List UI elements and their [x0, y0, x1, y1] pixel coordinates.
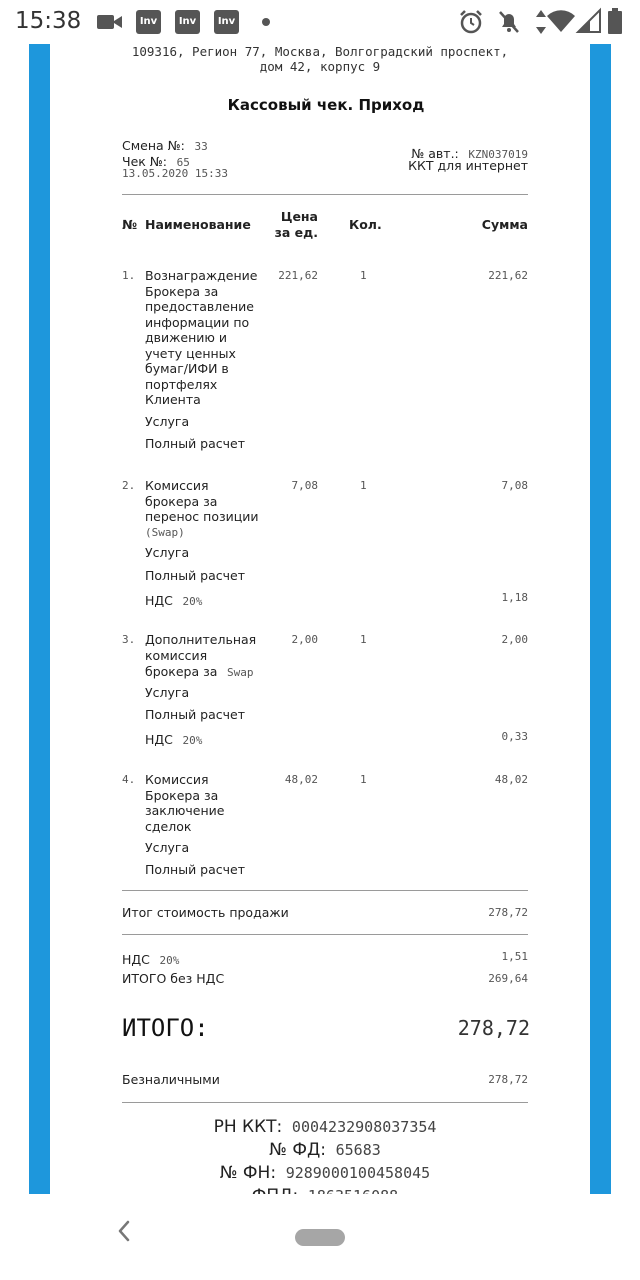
- shift-number: Смена №: 33: [122, 138, 208, 153]
- cell-signal-icon: [578, 10, 600, 32]
- inv-app-icon: Inv: [136, 10, 161, 34]
- frame-left-border: [29, 44, 50, 1194]
- notifications-off-icon: [497, 9, 521, 35]
- item-vat: НДС 20%: [145, 593, 203, 608]
- item-payment: Полный расчет: [145, 436, 245, 451]
- data-arrows-icon: [535, 10, 547, 34]
- item-qty: 1: [360, 479, 367, 492]
- item-number: 3.: [122, 633, 136, 646]
- col-header-qty: Кол.: [349, 217, 382, 232]
- item-sum: 221,62: [488, 269, 528, 282]
- cashless-value: 278,72: [488, 1073, 528, 1086]
- divider: [122, 890, 528, 891]
- item-payment: Полный расчет: [145, 707, 245, 722]
- subtotal-label: Итог стоимость продажи: [122, 905, 289, 920]
- item-number: 2.: [122, 479, 136, 492]
- divider: [122, 194, 528, 195]
- fn-number: № ФН: 9289000100458045: [219, 1163, 431, 1183]
- subtotal-value: 278,72: [488, 906, 528, 919]
- item-name: Вознаграждение Брокера за предоставление информации по движению и учету ценных бумаг/ИФИ в портфелях Клиента: [145, 268, 258, 407]
- divider: [122, 1102, 528, 1103]
- item-type: Услуга: [145, 545, 190, 560]
- item-name: Комиссия брокера за перенос позиции (Swap): [145, 478, 259, 539]
- receipt-address-line2: дом 42, корпус 9: [259, 59, 381, 74]
- item-price: 2,00: [291, 633, 318, 646]
- vat-total-value: 1,51: [501, 950, 528, 963]
- item-sum: 48,02: [494, 773, 528, 786]
- item-vat-value: 0,33: [501, 730, 528, 743]
- item-type: Услуга: [145, 840, 190, 855]
- no-vat-label: ИТОГО без НДС: [122, 971, 225, 986]
- item-number: 4.: [122, 773, 136, 786]
- receipt[interactable]: [50, 44, 590, 1194]
- col-header-sum: Сумма: [481, 217, 528, 232]
- item-price: 7,08: [291, 479, 318, 492]
- item-qty: 1: [360, 633, 367, 646]
- no-vat-value: 269,64: [488, 972, 528, 985]
- item-type: Услуга: [145, 414, 190, 429]
- item-qty: 1: [360, 269, 367, 282]
- receipt-address-line1: 109316, Регион 77, Москва, Волгоградский проспект,: [131, 44, 509, 59]
- frame-right-border: [590, 44, 611, 1194]
- inv-app-icon: Inv: [214, 10, 239, 34]
- divider: [122, 934, 528, 935]
- item-vat-value: 1,18: [501, 591, 528, 604]
- item-name: Комиссия Брокера за заключение сделок: [145, 772, 225, 834]
- item-sum: 7,08: [501, 479, 528, 492]
- home-pill-button[interactable]: [295, 1229, 345, 1246]
- grand-total-value: 278,72: [457, 1016, 530, 1040]
- col-header-name: Наименование: [145, 217, 251, 232]
- navigation-bar: [0, 1194, 640, 1280]
- item-price: 221,62: [278, 269, 318, 282]
- auto-number: № авт.: KZN037019: [411, 146, 528, 161]
- battery-icon: [608, 8, 622, 34]
- kkt-type: ККТ для интернет: [408, 158, 528, 173]
- inv-app-icon: Inv: [175, 10, 200, 34]
- status-time: 15:38: [15, 8, 82, 34]
- back-arrow-icon[interactable]: [112, 1216, 136, 1246]
- item-sum: 2,00: [501, 633, 528, 646]
- check-number: Чек №: 65: [122, 154, 190, 169]
- item-payment: Полный расчет: [145, 568, 245, 583]
- item-type: Услуга: [145, 685, 190, 700]
- item-vat: НДС 20%: [145, 732, 203, 747]
- rn-kkt: РН ККТ: 0004232908037354: [213, 1117, 437, 1137]
- item-price: 48,02: [284, 773, 318, 786]
- vat-total: НДС 20%: [122, 952, 180, 967]
- video-camera-icon: [97, 13, 123, 31]
- status-bar: [0, 0, 640, 44]
- item-payment: Полный расчет: [145, 862, 245, 877]
- grand-total-label: ИТОГО:: [122, 1014, 209, 1042]
- col-header-price-line1: Цена: [280, 209, 318, 224]
- col-header-price-line2: за ед.: [274, 225, 318, 240]
- wifi-icon: [547, 10, 575, 32]
- item-number: 1.: [122, 269, 136, 282]
- col-header-number: №: [122, 217, 138, 232]
- more-notifications-dot: [262, 18, 270, 26]
- item-name: Дополнительная комиссия брокера за Swap: [145, 632, 257, 679]
- alarm-icon: [458, 9, 484, 35]
- receipt-datetime: 13.05.2020 15:33: [122, 167, 228, 180]
- receipt-title: Кассовый чек. Приход: [227, 96, 425, 114]
- cashless-label: Безналичными: [122, 1072, 220, 1087]
- item-qty: 1: [360, 773, 367, 786]
- fd-number: № ФД: 65683: [269, 1140, 381, 1160]
